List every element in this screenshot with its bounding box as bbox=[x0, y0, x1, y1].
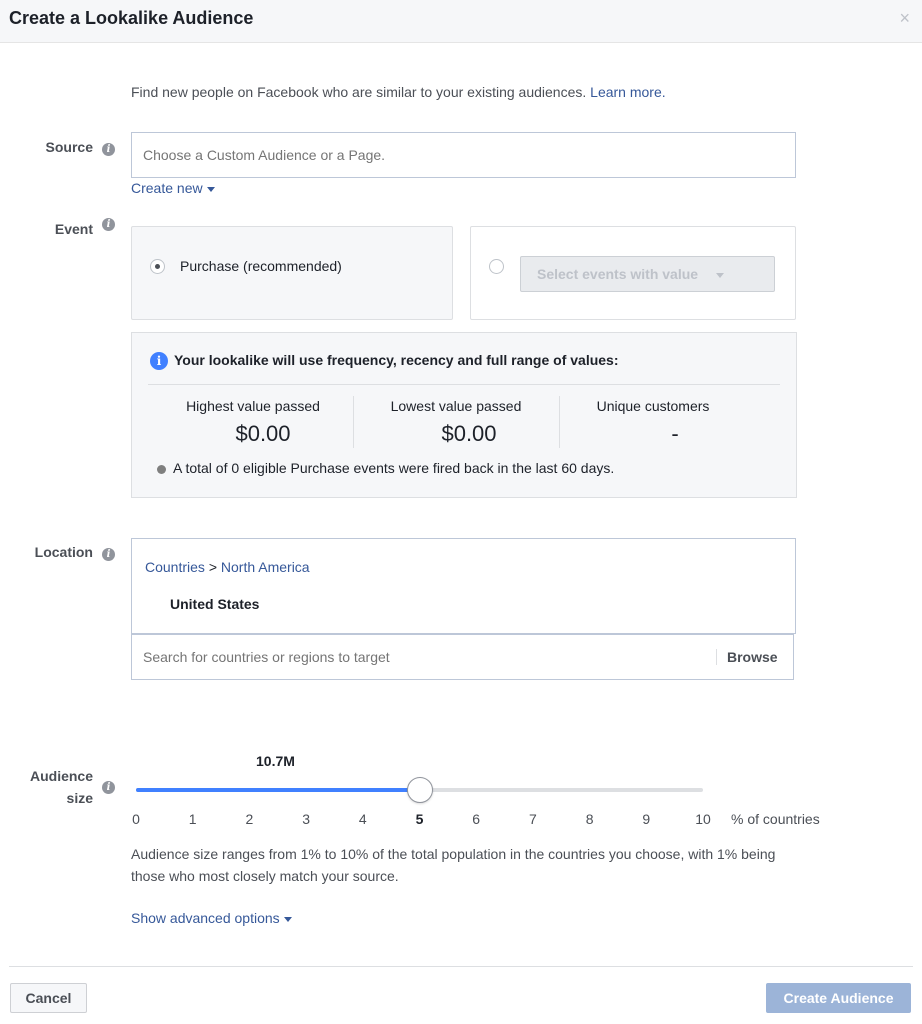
info-icon[interactable]: i bbox=[102, 548, 115, 561]
chevron-down-icon bbox=[716, 273, 724, 278]
stat-label-unique: Unique customers bbox=[596, 398, 710, 414]
value-radio[interactable] bbox=[489, 259, 504, 274]
close-icon[interactable]: × bbox=[899, 8, 910, 28]
slider-tick-label: 8 bbox=[585, 811, 594, 827]
breadcrumb-separator: > bbox=[208, 559, 217, 575]
audience-size-label-line1: Audience bbox=[29, 768, 93, 784]
stat-divider bbox=[353, 396, 354, 448]
source-input[interactable] bbox=[131, 132, 796, 178]
location-breadcrumb bbox=[145, 559, 310, 575]
breadcrumb-north-america[interactable]: North America bbox=[220, 559, 310, 575]
status-dot-icon bbox=[157, 465, 166, 474]
slider-tick-label: 4 bbox=[358, 811, 367, 827]
create-new-link[interactable] bbox=[131, 180, 215, 196]
info-headline: Your lookalike will use frequency, recency and full range of values: bbox=[174, 352, 619, 368]
purchase-radio[interactable] bbox=[150, 259, 165, 274]
stat-value-lowest: $0.00 bbox=[441, 421, 497, 446]
selected-country: United States bbox=[170, 596, 260, 612]
info-icon[interactable]: i bbox=[102, 218, 115, 231]
slider-tick-label: 2 bbox=[245, 811, 254, 827]
info-circle-icon: i bbox=[150, 352, 168, 370]
purchase-option-label: Purchase (recommended) bbox=[180, 258, 342, 274]
slider-tick-label: 6 bbox=[472, 811, 481, 827]
info-divider bbox=[148, 384, 780, 385]
stat-label-lowest: Lowest value passed bbox=[390, 398, 522, 414]
info-icon[interactable]: i bbox=[102, 781, 115, 794]
slider-handle[interactable] bbox=[407, 777, 433, 803]
slider-tick-label: 0 bbox=[132, 811, 140, 827]
slider-tick-label: 9 bbox=[642, 811, 651, 827]
footer-divider bbox=[9, 966, 913, 967]
source-label: Source bbox=[45, 139, 93, 155]
stat-label-highest: Highest value passed bbox=[186, 398, 320, 414]
create-new-label: Create new bbox=[131, 180, 203, 196]
cancel-button[interactable]: Cancel bbox=[10, 983, 87, 1013]
info-icon[interactable]: i bbox=[102, 143, 115, 156]
show-advanced-options[interactable] bbox=[131, 910, 292, 926]
browse-button[interactable]: Browse bbox=[727, 649, 778, 665]
intro-text bbox=[131, 84, 666, 100]
intro-description: Find new people on Facebook who are similar to your existing audiences. bbox=[131, 84, 587, 100]
audience-estimate: 10.7M bbox=[256, 753, 295, 769]
audience-size-description: Audience size ranges from 1% to 10% of the total population in the countries you choose, with 1% being those who most closely match your source. bbox=[131, 846, 776, 884]
learn-more-link[interactable]: Learn more. bbox=[590, 84, 666, 100]
select-events-label: Select events with value bbox=[537, 266, 699, 282]
location-selected-box bbox=[131, 538, 796, 634]
chevron-down-icon bbox=[207, 187, 215, 192]
slider-unit: % of countries bbox=[731, 811, 820, 827]
select-events-dropdown bbox=[520, 256, 775, 292]
dialog-title: Create a Lookalike Audience bbox=[9, 8, 254, 28]
chevron-down-icon bbox=[284, 917, 292, 922]
stat-value-highest: $0.00 bbox=[235, 421, 291, 446]
breadcrumb-countries[interactable]: Countries bbox=[145, 559, 205, 575]
audience-size-label-line2: size bbox=[66, 790, 93, 806]
slider-tick-label: 5 bbox=[415, 811, 424, 827]
browse-divider bbox=[716, 649, 717, 665]
slider-fill bbox=[136, 788, 420, 792]
advanced-options-label: Show advanced options bbox=[131, 910, 280, 926]
location-label: Location bbox=[34, 544, 93, 560]
stat-value-unique: - bbox=[671, 421, 679, 446]
create-audience-button[interactable]: Create Audience bbox=[766, 983, 911, 1013]
slider-tick-label: 10 bbox=[695, 811, 711, 827]
events-note: A total of 0 eligible Purchase events were fired back in the last 60 days. bbox=[173, 460, 615, 476]
location-search-input[interactable] bbox=[131, 634, 794, 680]
slider-tick-label: 3 bbox=[302, 811, 310, 827]
slider-tick-label: 7 bbox=[528, 811, 537, 827]
slider-tick-label: 1 bbox=[188, 811, 197, 827]
event-label: Event bbox=[54, 221, 93, 237]
